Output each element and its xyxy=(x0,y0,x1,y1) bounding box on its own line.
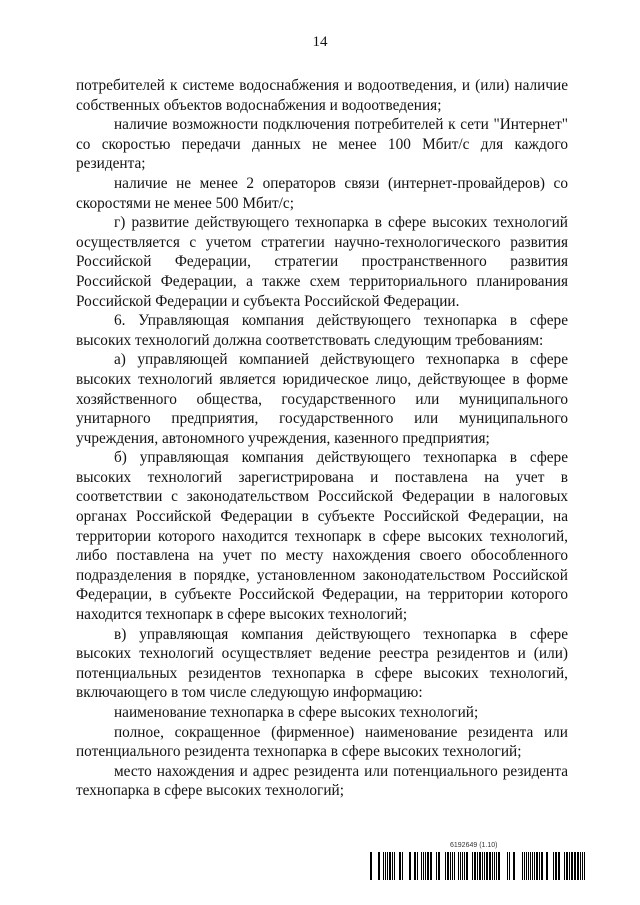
paragraph: г) развитие действующего технопарка в сфере высоких технологий осуществляется с учетом стратегии научно-технологического развития Российской Федерации, стратегии пространственного развития Российской Федерации, а также схем территориального планирования Российской Федерации и субъекта Российской Федерации. xyxy=(76,214,568,310)
document-body xyxy=(76,76,568,801)
barcode xyxy=(370,852,588,880)
paragraph: место нахождения и адрес резидента или потенциального резидента технопарка в сфере высоких технологий; xyxy=(76,762,568,800)
paragraph: полное, сокращенное (фирменное) наименование резидента или потенциального резидента технопарка в сфере высоких технологий; xyxy=(76,723,568,761)
document-code: 6192649 (1.10) xyxy=(450,842,498,849)
paragraph: потребителей к системе водоснабжения и водоотведения, и (или) наличие собственных объектов водоснабжения и водоотведения; xyxy=(76,77,568,114)
paragraph: 6. Управляющая компания действующего технопарка в сфере высоких технологий должна соответствовать следующим требованиям: xyxy=(76,312,568,349)
paragraph: в) управляющая компания действующего технопарка в сфере высоких технологий осуществляет ведение реестра резидентов и (или) потенциальных резидентов технопарка в сфере высоких технологий, включающего в том числе следующую информацию: xyxy=(76,625,568,702)
paragraph: б) управляющая компания действующего технопарка в сфере высоких технологий зарегистрирована и поставлена на учет в соответствии с законодательством Российской Федерации в налоговых органах Российской Федерации в субъекте Российской Федерации, на территории которого находится технопарк в сфере высоких технологий, либо поставлена на учет по месту нахождения своего обособленного подразделения в порядке, установленном законодательством Российской Федерации, в субъекте Российской Федерации, на территории которого находится технопарк в сфере высоких технологий; xyxy=(76,449,568,624)
paragraph: наименование технопарка в сфере высоких технологий; xyxy=(114,704,479,721)
paragraph: наличие не менее 2 операторов связи (интернет-провайдеров) со скоростями не менее 500 Мбит/с; xyxy=(76,174,568,212)
paragraph: наличие возможности подключения потребителей к сети "Интернет" со скоростью передачи данных не менее 100 Мбит/с для каждого резидента; xyxy=(76,116,568,173)
page-number: 14 xyxy=(312,34,328,50)
paragraph: а) управляющей компанией действующего технопарка в сфере высоких технологий является юридическое лицо, действующее в форме хозяйственного общества, государственного или муниципального унитарного предприятия, государственного или муниципального учреждения, автономного учреждения, казенного предприятия; xyxy=(76,351,568,447)
